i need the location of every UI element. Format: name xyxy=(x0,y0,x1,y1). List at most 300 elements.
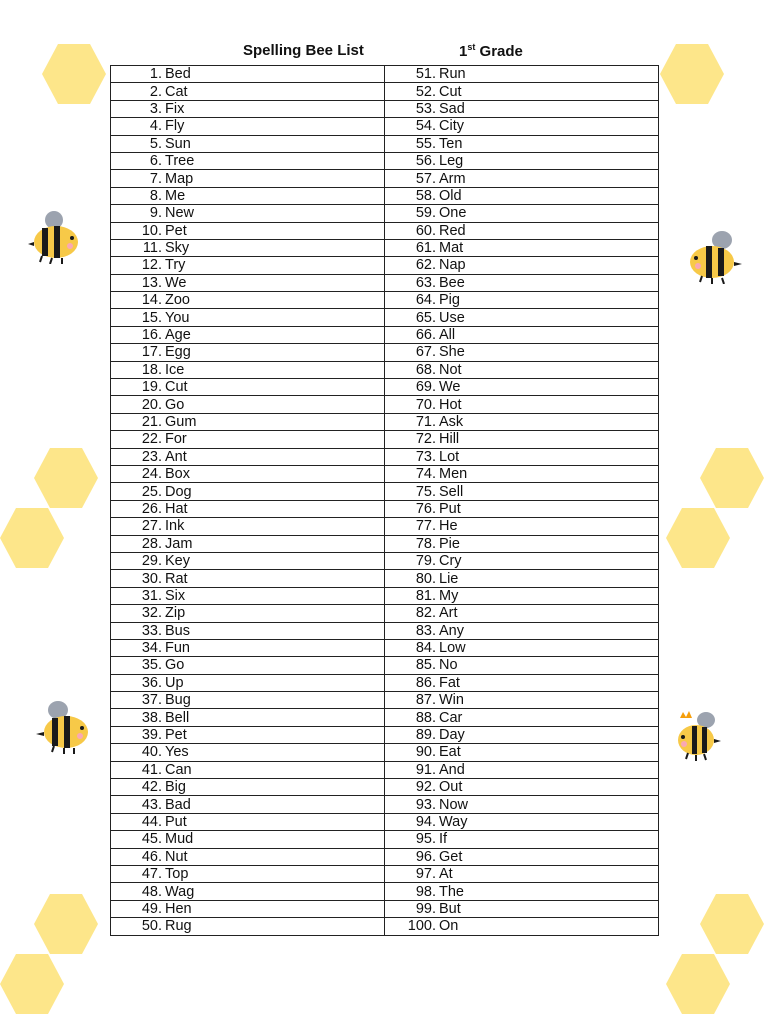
right-cell xyxy=(385,865,659,882)
spelling-word: Low xyxy=(439,640,466,657)
right-cell xyxy=(385,448,659,465)
spelling-word: Cat xyxy=(165,83,188,100)
spelling-word: Any xyxy=(439,622,464,639)
spelling-word: Arm xyxy=(439,170,466,187)
table-row xyxy=(111,326,659,343)
table-row xyxy=(111,274,659,291)
left-cell xyxy=(111,431,385,448)
left-cell xyxy=(111,257,385,274)
word-number: 64. xyxy=(415,292,436,309)
word-number: 14. xyxy=(141,292,162,309)
spelling-word: Fly xyxy=(165,118,185,135)
word-number: 83. xyxy=(415,622,436,639)
left-cell xyxy=(111,779,385,796)
spelling-word: Hot xyxy=(439,396,462,413)
word-number: 28. xyxy=(141,535,162,552)
word-number: 72. xyxy=(415,431,436,448)
left-cell xyxy=(111,518,385,535)
right-cell xyxy=(385,570,659,587)
table-row xyxy=(111,535,659,552)
left-cell xyxy=(111,361,385,378)
word-number: 8. xyxy=(149,187,162,204)
word-number: 59. xyxy=(415,205,436,222)
left-cell xyxy=(111,848,385,865)
table-row xyxy=(111,831,659,848)
word-number: 99. xyxy=(415,900,436,917)
word-number: 45. xyxy=(141,831,162,848)
table-row xyxy=(111,344,659,361)
table-row xyxy=(111,448,659,465)
left-cell xyxy=(111,483,385,500)
spelling-word: Dog xyxy=(165,483,192,500)
left-cell xyxy=(111,292,385,309)
table-row xyxy=(111,779,659,796)
word-number: 63. xyxy=(415,274,436,291)
left-cell xyxy=(111,639,385,656)
left-cell xyxy=(111,187,385,204)
table-row xyxy=(111,483,659,500)
left-cell xyxy=(111,465,385,482)
spelling-word: Six xyxy=(165,587,186,604)
word-number: 36. xyxy=(141,674,162,691)
right-cell xyxy=(385,152,659,169)
left-cell xyxy=(111,657,385,674)
spelling-word: For xyxy=(165,431,187,448)
spelling-word: Fix xyxy=(165,100,185,117)
left-cell xyxy=(111,239,385,256)
left-cell xyxy=(111,865,385,882)
spelling-word: Put xyxy=(439,500,461,517)
spelling-word: Yes xyxy=(165,744,189,761)
spelling-word: He xyxy=(439,518,458,535)
page-title: Spelling Bee List xyxy=(243,42,364,59)
word-number: 88. xyxy=(415,709,436,726)
spelling-word: Tree xyxy=(165,153,195,170)
word-number: 33. xyxy=(141,622,162,639)
word-number: 79. xyxy=(415,553,436,570)
spelling-word: Bad xyxy=(165,796,191,813)
word-number: 53. xyxy=(415,100,436,117)
spelling-word: At xyxy=(439,866,453,883)
left-cell xyxy=(111,309,385,326)
right-cell xyxy=(385,605,659,622)
word-number: 51. xyxy=(415,66,436,83)
word-number: 35. xyxy=(141,657,162,674)
word-number: 66. xyxy=(415,327,436,344)
table-row xyxy=(111,292,659,309)
word-number: 55. xyxy=(415,135,436,152)
word-number: 27. xyxy=(141,518,162,535)
word-number: 24. xyxy=(141,466,162,483)
word-number: 86. xyxy=(415,674,436,691)
spelling-word: Ice xyxy=(165,361,185,378)
table-row xyxy=(111,431,659,448)
spelling-word: Pig xyxy=(439,292,460,309)
right-cell xyxy=(385,396,659,413)
left-cell xyxy=(111,379,385,396)
bee-icon xyxy=(686,228,742,284)
word-number: 78. xyxy=(415,535,436,552)
spelling-word: Sad xyxy=(439,100,465,117)
word-number: 46. xyxy=(141,848,162,865)
left-cell xyxy=(111,692,385,709)
spelling-word: Pie xyxy=(439,535,460,552)
word-number: 18. xyxy=(141,361,162,378)
word-number: 91. xyxy=(415,761,436,778)
left-cell xyxy=(111,274,385,291)
word-number: 84. xyxy=(415,640,436,657)
right-cell xyxy=(385,535,659,552)
spelling-word: Leg xyxy=(439,153,464,170)
right-cell xyxy=(385,135,659,152)
word-number: 61. xyxy=(415,240,436,257)
honeycomb-hexagon xyxy=(34,446,98,510)
word-number: 85. xyxy=(415,657,436,674)
word-number: 23. xyxy=(141,448,162,465)
table-row xyxy=(111,918,659,935)
table-row xyxy=(111,883,659,900)
left-cell xyxy=(111,170,385,187)
right-cell xyxy=(385,813,659,830)
bee-icon xyxy=(36,698,92,754)
left-cell xyxy=(111,622,385,639)
spelling-word: The xyxy=(439,883,464,900)
word-number: 10. xyxy=(141,222,162,239)
table-row xyxy=(111,692,659,709)
table-row xyxy=(111,222,659,239)
table-row xyxy=(111,257,659,274)
right-cell xyxy=(385,831,659,848)
spelling-word: Red xyxy=(439,222,466,239)
spelling-word: Eat xyxy=(439,744,461,761)
right-cell xyxy=(385,170,659,187)
left-cell xyxy=(111,396,385,413)
right-cell xyxy=(385,66,659,83)
spelling-word: Egg xyxy=(165,344,191,361)
right-cell xyxy=(385,552,659,569)
right-cell xyxy=(385,657,659,674)
spelling-word: Me xyxy=(165,187,186,204)
spelling-word: Bed xyxy=(165,66,191,83)
right-cell xyxy=(385,326,659,343)
right-cell xyxy=(385,796,659,813)
word-number: 93. xyxy=(415,796,436,813)
spelling-word: You xyxy=(165,309,190,326)
left-cell xyxy=(111,744,385,761)
spelling-word: Nut xyxy=(165,848,188,865)
word-number: 89. xyxy=(415,727,436,744)
right-cell xyxy=(385,779,659,796)
spelling-word: Zip xyxy=(165,605,186,622)
spelling-word: Day xyxy=(439,727,465,744)
right-cell xyxy=(385,483,659,500)
table-row xyxy=(111,152,659,169)
grade-ordinal: st xyxy=(467,42,476,52)
left-cell xyxy=(111,726,385,743)
spelling-word: Old xyxy=(439,187,462,204)
word-number: 32. xyxy=(141,605,162,622)
word-number: 7. xyxy=(149,170,162,187)
left-cell xyxy=(111,344,385,361)
right-cell xyxy=(385,848,659,865)
right-cell xyxy=(385,379,659,396)
word-number: 82. xyxy=(415,605,436,622)
spelling-word: Ant xyxy=(165,448,187,465)
left-cell xyxy=(111,135,385,152)
table-row xyxy=(111,83,659,100)
table-row xyxy=(111,170,659,187)
word-number: 54. xyxy=(415,118,436,135)
word-number: 42. xyxy=(141,779,162,796)
spelling-word: Big xyxy=(165,779,186,796)
spelling-word: Ten xyxy=(439,135,463,152)
spelling-word: Go xyxy=(165,657,185,674)
left-cell xyxy=(111,100,385,117)
spelling-word: Hen xyxy=(165,900,192,917)
word-number: 19. xyxy=(141,379,162,396)
spelling-word: Up xyxy=(165,674,184,691)
right-cell xyxy=(385,431,659,448)
left-cell xyxy=(111,587,385,604)
table-row xyxy=(111,657,659,674)
table-row xyxy=(111,135,659,152)
table-row xyxy=(111,187,659,204)
spelling-word: Ask xyxy=(439,414,464,430)
word-number: 73. xyxy=(415,448,436,465)
word-number: 48. xyxy=(141,883,162,900)
grade-word: Grade xyxy=(479,43,523,60)
left-cell xyxy=(111,918,385,935)
word-number: 6. xyxy=(149,153,162,170)
table-row xyxy=(111,552,659,569)
honeycomb-hexagon xyxy=(0,506,64,570)
spelling-word: Pet xyxy=(165,727,187,744)
left-cell xyxy=(111,222,385,239)
word-number: 5. xyxy=(149,135,162,152)
spelling-word: Sky xyxy=(165,240,190,257)
word-number: 68. xyxy=(415,361,436,378)
spelling-word: New xyxy=(165,205,195,222)
word-number: 76. xyxy=(415,500,436,517)
right-cell xyxy=(385,413,659,430)
table-row xyxy=(111,865,659,882)
spelling-word: But xyxy=(439,900,461,917)
spelling-word: Rat xyxy=(165,570,188,587)
right-cell xyxy=(385,292,659,309)
word-number: 75. xyxy=(415,483,436,500)
table-row xyxy=(111,118,659,135)
word-number: 9. xyxy=(149,205,162,222)
right-cell xyxy=(385,344,659,361)
spelling-word: Win xyxy=(439,692,464,709)
table-row xyxy=(111,396,659,413)
honeycomb-hexagon xyxy=(34,892,98,956)
left-cell xyxy=(111,118,385,135)
spelling-word: Sun xyxy=(165,135,191,152)
table-row xyxy=(111,796,659,813)
word-number: 98. xyxy=(415,883,436,900)
right-cell xyxy=(385,500,659,517)
word-number: 16. xyxy=(141,327,162,344)
spelling-word: Key xyxy=(165,553,190,570)
spelling-word: Lot xyxy=(439,448,460,465)
table-row xyxy=(111,674,659,691)
word-number: 100. xyxy=(407,918,436,935)
spelling-word: Mat xyxy=(439,240,464,257)
spelling-word: Fat xyxy=(439,674,460,691)
left-cell xyxy=(111,500,385,517)
right-cell xyxy=(385,100,659,117)
table-row xyxy=(111,66,659,83)
table-row xyxy=(111,570,659,587)
spelling-word: Way xyxy=(439,813,468,830)
spelling-word: Hill xyxy=(439,431,460,448)
left-cell xyxy=(111,413,385,430)
right-cell xyxy=(385,918,659,935)
word-number: 41. xyxy=(141,761,162,778)
table-row xyxy=(111,639,659,656)
right-cell xyxy=(385,205,659,222)
honeycomb-hexagon xyxy=(666,506,730,570)
right-cell xyxy=(385,726,659,743)
word-number: 11. xyxy=(142,240,162,257)
right-cell xyxy=(385,222,659,239)
word-number: 52. xyxy=(415,83,436,100)
word-number: 57. xyxy=(415,170,436,187)
right-cell xyxy=(385,187,659,204)
word-number: 38. xyxy=(141,709,162,726)
word-number: 94. xyxy=(415,813,436,830)
grade-title xyxy=(459,42,523,60)
right-cell xyxy=(385,239,659,256)
table-row xyxy=(111,465,659,482)
word-number: 12. xyxy=(141,257,162,274)
spelling-word: Rug xyxy=(165,918,192,935)
table-row xyxy=(111,379,659,396)
word-number: 80. xyxy=(415,570,436,587)
left-cell xyxy=(111,326,385,343)
word-number: 13. xyxy=(141,274,162,291)
table-row xyxy=(111,587,659,604)
right-cell xyxy=(385,361,659,378)
table-row xyxy=(111,518,659,535)
table-row xyxy=(111,848,659,865)
word-number: 62. xyxy=(415,257,436,274)
spelling-word: Out xyxy=(439,779,463,796)
spelling-word: We xyxy=(439,379,461,396)
honeycomb-hexagon xyxy=(42,42,106,106)
word-number: 1. xyxy=(149,66,162,83)
left-cell xyxy=(111,900,385,917)
right-cell xyxy=(385,692,659,709)
word-number: 26. xyxy=(141,500,162,517)
honeycomb-hexagon xyxy=(666,952,730,1016)
spelling-word: Top xyxy=(165,866,189,883)
word-number: 43. xyxy=(141,796,162,813)
table-row xyxy=(111,361,659,378)
right-cell xyxy=(385,883,659,900)
left-cell xyxy=(111,152,385,169)
table-row xyxy=(111,605,659,622)
spelling-word: Art xyxy=(439,605,458,622)
spelling-word: Bell xyxy=(165,709,190,726)
word-number: 31. xyxy=(141,587,162,604)
right-cell xyxy=(385,639,659,656)
right-cell xyxy=(385,274,659,291)
word-number: 69. xyxy=(415,379,436,396)
spelling-word: Get xyxy=(439,848,463,865)
right-cell xyxy=(385,622,659,639)
left-cell xyxy=(111,83,385,100)
right-cell xyxy=(385,118,659,135)
word-number: 58. xyxy=(415,187,436,204)
right-cell xyxy=(385,518,659,535)
spelling-word: Zoo xyxy=(165,292,190,309)
spelling-word: Cry xyxy=(439,553,462,570)
spelling-word: On xyxy=(439,918,459,935)
word-number: 71. xyxy=(415,414,436,430)
table-row xyxy=(111,500,659,517)
word-number: 96. xyxy=(415,848,436,865)
word-number: 4. xyxy=(149,118,162,135)
spelling-word: She xyxy=(439,344,465,361)
spelling-word: Use xyxy=(439,309,465,326)
left-cell xyxy=(111,813,385,830)
right-cell xyxy=(385,83,659,100)
word-number: 44. xyxy=(141,813,162,830)
spelling-word: Cut xyxy=(439,83,462,100)
spelling-word: Now xyxy=(439,796,469,813)
table-row xyxy=(111,761,659,778)
spelling-word: Age xyxy=(165,327,191,344)
word-number: 30. xyxy=(141,570,162,587)
word-number: 77. xyxy=(415,518,436,535)
spelling-word: Map xyxy=(165,170,194,187)
word-number: 17. xyxy=(141,344,162,361)
word-number: 34. xyxy=(141,640,162,657)
spelling-word: Try xyxy=(165,257,186,274)
word-number: 67. xyxy=(415,344,436,361)
table-row xyxy=(111,309,659,326)
right-cell xyxy=(385,900,659,917)
honeycomb-hexagon xyxy=(700,892,764,956)
spelling-word: Car xyxy=(439,709,463,726)
spelling-word: All xyxy=(439,327,456,344)
spelling-word: Run xyxy=(439,66,466,83)
spelling-word: Pet xyxy=(165,222,187,239)
left-cell xyxy=(111,761,385,778)
word-number: 90. xyxy=(415,744,436,761)
spelling-word: No xyxy=(439,657,458,674)
spelling-word: Box xyxy=(165,466,190,483)
left-cell xyxy=(111,796,385,813)
right-cell xyxy=(385,761,659,778)
spelling-word: Ink xyxy=(165,518,185,535)
spelling-word: Can xyxy=(165,761,192,778)
table-row xyxy=(111,413,659,430)
spelling-word: We xyxy=(165,274,187,291)
bee-icon xyxy=(28,208,84,264)
table-row xyxy=(111,709,659,726)
spelling-word: Mud xyxy=(165,831,194,848)
spelling-word: One xyxy=(439,205,467,222)
honeycomb-hexagon xyxy=(0,952,64,1016)
left-cell xyxy=(111,883,385,900)
table-row xyxy=(111,900,659,917)
word-number: 56. xyxy=(415,153,436,170)
right-cell xyxy=(385,674,659,691)
left-cell xyxy=(111,831,385,848)
